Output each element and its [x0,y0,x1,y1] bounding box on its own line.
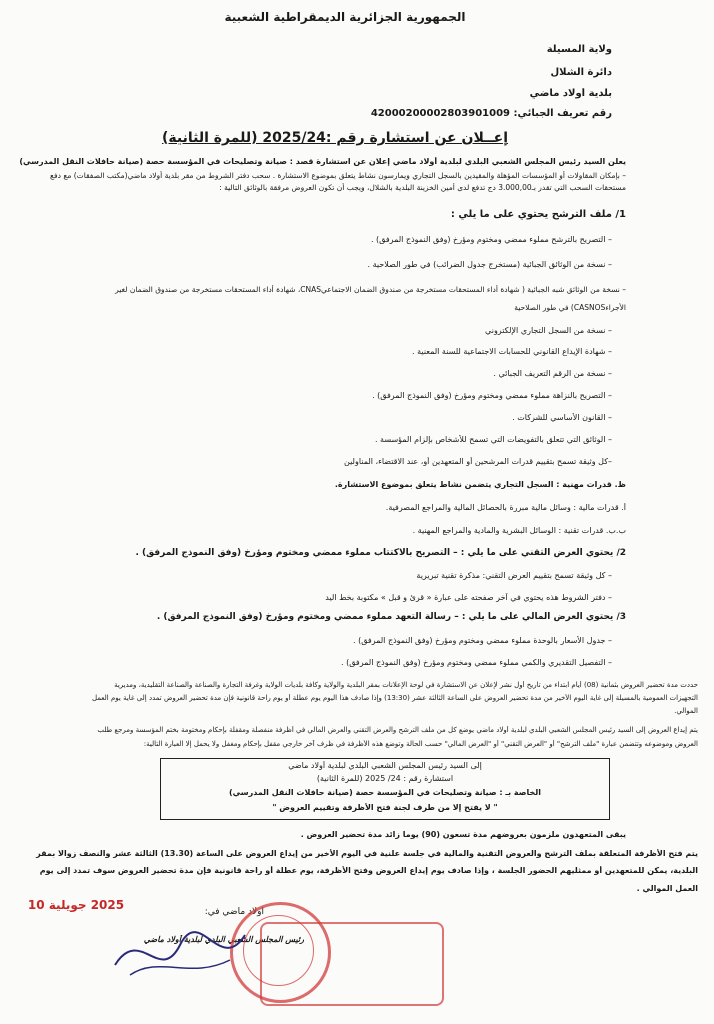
section-1-item: – الوثائق التي تتعلق بالتفويضات التي تسمح للأشخاص بإلزام المؤسسة . [374,435,612,444]
capacity-financial: أ. قدرات مالية : وسائل مالية مبررة بالحصائل المالية والمراجع المصرفية. [385,503,626,512]
page-title: إعــلان عن استشارة رقم :2025/24 (للمرة الثانية) [161,130,509,146]
envelope-line-2: استشارة رقم : 24/ 2025 (للمرة الثانية) [316,774,454,783]
section-1-item: – التصريح بالنزاهة مملوء ممضي ومختوم ومؤرخ (وفق النموذج المرفق) . [372,391,612,400]
section-2-item: – كل وثيقة تسمح بتقييم العرض التقني: مذكرة تقنية تبريرية [416,571,612,580]
envelope-text-box [160,758,610,820]
intro-line-3: مستحقات السحب التي تقدر بـ3.000,00 دج تدفع لدى أمين الخزينة البلدية بالشلال، ويجب أن تكون العروض مرفقة بالوثائق التالية : [219,183,626,192]
closing-line-4: العمل الموالي . [636,884,698,893]
section-1-item: – نسخة من الوثائق الجبائية (مستخرج جدول الضرائب) في طور الصلاحية . [367,260,612,269]
commune-label: بلدية أولاد ماضي [529,88,612,99]
section-2-item: – دفتر الشروط هذه يحتوي في آخر صفحته على عبارة « قرئ و قبل » مكتوبة بخط اليد [325,593,612,602]
handwritten-signature-icon [110,915,250,995]
envelope-line-4: " لا يفتح إلا من طرف لجنة فتح الأظرفة وتقييم العروض " [272,803,498,812]
submission-line-2: العروض وموضوعه وتتضمن عبارة "ملف الترشح" أو "العرض التقني" أو "العرض المالي" حسب الحالة وتوضع هذه الأظرفة في ظرف آخر خارجي مقفل بإحكام ومغفل ولا يحمل إلا العبارة التالية: [143,740,698,748]
section-3-heading: 3/ يحتوي العرض المالي على ما يلي : – رسالة التعهد مملوء ممضي ومختوم ومؤرخ (وفق النموذج المرفق) . [156,612,626,622]
section-1-item: – شهادة الإيداع القانوني للحسابات الاجتماعية للسنة المعنية . [412,347,612,356]
section-1-item: – التصريح بالترشح مملوء ممضي ومختوم ومؤرخ (وفق النموذج المرفق) . [370,235,612,244]
duration-line-3: الموالي. [674,707,698,715]
section-1-item: –كل وثيقة تسمح بتقييم قدرات المرشحين أو المتعهدين أو، عند الاقتضاء، المناولين [344,457,612,466]
envelope-line-1: إلى السيد رئيس المجلس الشعبي البلدي لبلدية أولاد ماضي [288,761,482,770]
daira-label: دائرة الشلال [550,67,612,78]
section-1-item: – القانون الأساسي للشركات . [512,413,612,422]
signature-place: أولاد ماضي في: [204,907,264,917]
section-1-item: – نسخة من السجل التجاري الإلكتروني [485,326,612,335]
section-3-item: – التفصيل التقديري والكمي مملوء ممضي ومختوم ومؤرخ (وفق النموذج المرفق) . [341,658,612,667]
section-2-heading: 2/ يحتوي العرض التقني على ما يلي : – التصريح بالاكتتاب مملوء ممضي ومختوم ومؤرخ (وفق النموذج المرفق) . [135,548,626,558]
wilaya-label: ولاية المسيلة [546,44,612,55]
envelope-line-3: الخاصة بـ : صيانة وتصليحات في المؤسسة حصة (صيانة حافلات النقل المدرسي) [228,788,542,797]
signature-stamp-icon [260,922,444,1006]
republic-header: الجمهورية الجزائرية الديمقراطية الشعبية [224,10,466,24]
intro-line-2: – بإمكان المقاولات أو المؤسسات المؤهلة والمقيدين بالسجل التجاري ويمارسون نشاط يتعلق بموضوع الاستشارة . سحب دفتر الشروط من مقر بلدية أولاد ماضي(مكتب الصفقات) مع دفع [50,171,626,180]
intro-line-1: يعلن السيد رئيس المجلس الشعبي البلدي لبلدية أولاد ماضي إعلان عن استشارة قصد : صيانة وتصليحات في المؤسسة حصة (صيانة حافلات النقل المدرسي) [19,157,626,166]
section-1-item: – نسخة من الوثائق شبه الجبائية ( شهادة أداء المستحقات مستخرجة من صندوق الضمان الاجتماعيCNAS، شهادة أداء المستحقات مستخرجة من صندوق الضمان لغير [115,285,626,294]
capacity-technical: ب.ب. قدرات تقنية : الوسائل البشرية والمادية والمراجع المهنية . [412,526,626,535]
capacity-professional: ظ. قدرات مهنية : السجل التجاري يتضمن نشاط يتعلق بموضوع الاستشارة. [334,480,626,489]
date-stamp: 2025 جويلية 10 [27,898,125,912]
section-1-heading: 1/ ملف الترشح يحتوي على ما يلي : [450,209,626,220]
signer-title: رئيس المجلس الشعبي البلدي لبلدية أولاد ماضي [143,935,304,944]
closing-line-3: البلدية، يمكن للمتعهدين أو ممثليهم الحضور الجلسة ، وإذا صادف يوم إيداع العروض وفتح الأظرفة، يوم عطلة أو راحة قانونية فإن مدة تحضير العروض سوف تمدد إلى يوم [39,866,698,875]
section-1-item: الأجراءCASNOS) في طور الصلاحية [514,303,626,312]
section-1-item: – نسخة من الرقم التعريف الجبائي . [493,369,612,378]
section-3-item: – جدول الأسعار بالوحدة مملوء ممضي ومختوم ومؤرخ (وفق النموذج المرفق) . [353,636,612,645]
closing-line-1: يبقى المتعهدون ملزمون بعروضهم مدة تسعون (90) يوما زائد مدة تحضير العروض . [300,830,626,839]
tax-id-label: رقم تعريف الجبائي: 42000200002803901009 [370,108,612,119]
duration-line-1: حددت مدة تحضير العروض بثمانية (08) أيام ابتداء من تاريخ أول نشر لإعلان عن الاستشارة في لوحة الإعلانات بمقر البلدية والولاية وكافة بلديات الولاية وغرفة التجارة والصناعة والصناعة التقليدية، ومديرية [114,681,698,689]
duration-line-2: التجهيزات العمومية بالمسيلة إلى غاية اليوم الأخير من مدة تحضير العروض على الساعة الثالثة عشر (13:30) وإذا صادف هذا اليوم يوم عطلة أو يوم راحة قانونية فإن مدة تحضير العروض تمدد إلى غاية يوم العمل [91,694,698,702]
submission-line-1: يتم إيداع العروض إلى السيد رئيس المجلس الشعبي البلدي لبلدية أولاد ماضي يوضع كل من ملف الترشح والعرض التقني والعرض المالي في أظرفة منفصلة ومقفلة بإحكام ومختومة بختم المؤسسة ومرجع طلب [97,726,698,734]
closing-line-2: يتم فتح الأظرفة المتعلقة بملف الترشح والعروض التقنية والمالية في جلسة علنية في اليوم الأخير من إيداع العروض على الساعة (13.30) الثالثة عشر والنصف زوالا بمقر [36,849,698,858]
